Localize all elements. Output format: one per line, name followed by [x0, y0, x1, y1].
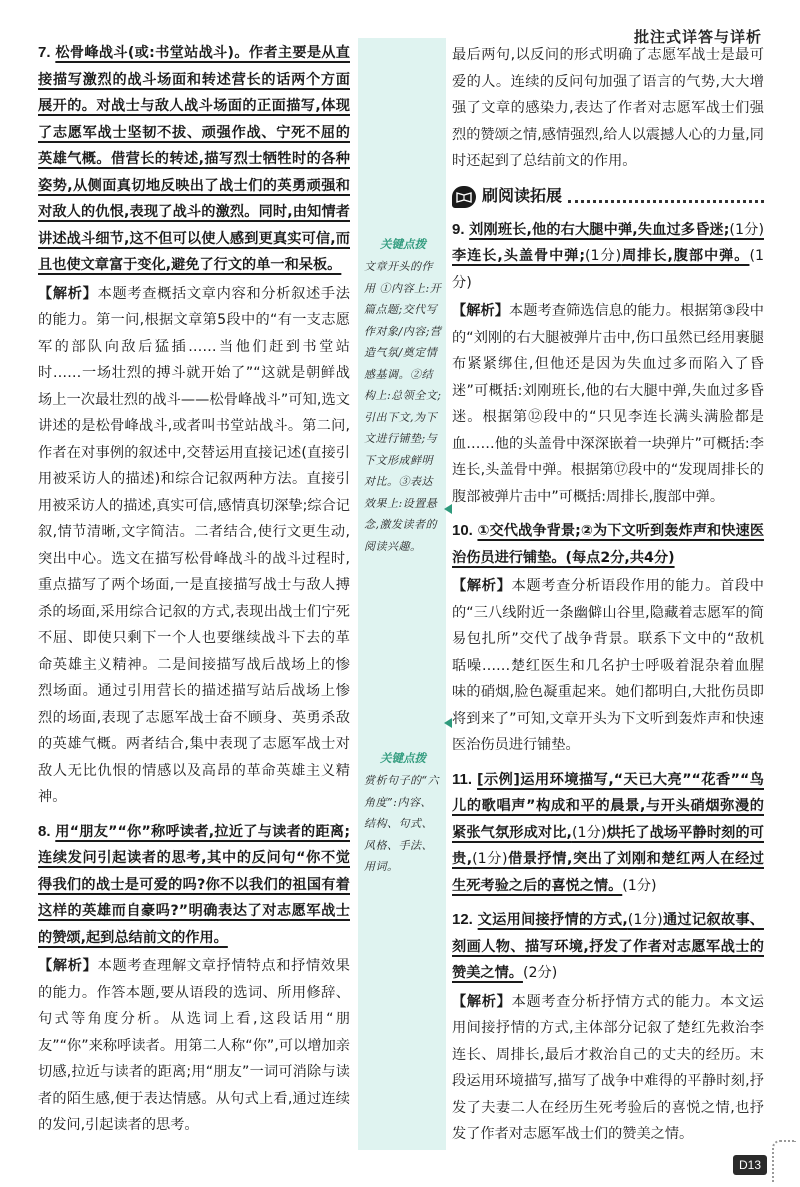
question-12 [452, 907, 764, 987]
question-number: 7. [38, 44, 51, 61]
side-note-title: 关键点拨 [380, 751, 426, 765]
answer-text: 刘刚班长,他的右大腿中弹,失血过多昏迷; [469, 221, 730, 238]
book-icon [452, 186, 476, 208]
section-header [452, 183, 764, 211]
answer-text: 文运用间接抒情的方式, [477, 912, 628, 928]
question-number: 9. [452, 220, 465, 238]
dotted-divider [568, 190, 764, 203]
answer-text: 烘托了战场平静时刻的可贵, [452, 824, 764, 867]
side-note-title: 关键点拨 [380, 237, 426, 251]
question-11 [452, 767, 764, 900]
side-note-text: 文章开头的作用 ①内容上:开篇点题;交代写作对象/内容;营造气氛/奠定情感基调。②结构上:总领全文;引出下文,为下文进行铺垫;与下文形成鲜明对比。③表达效果上:设置悬念,激发读者的阅读兴趣。 [364, 260, 442, 553]
answer-text: ①交代战争背景;②为下文听到轰炸声和快速医治伤员进行铺垫。 [452, 523, 765, 566]
analysis-tag: 【解析】 [452, 578, 512, 594]
analysis-text: 本题考查理解文章抒情特点和抒情效果的能力。作答本题,要从语段的选词、所用修辞、句式等角度分析。从选词上看,这段话用“朋友”“你”来称呼读者。用第二人称“你”,可以增加亲切感,拉近与读者的距离;用“朋友”一词可消除与读者的陌生感,便于表达情感。从句式上看,通过连续的发问,引起读者的思考。 [38, 958, 350, 1133]
right-column [452, 40, 764, 1156]
score: (每点2分,共4分) [565, 549, 675, 566]
question-number: 8. [38, 822, 51, 840]
analysis-8 [38, 953, 350, 1139]
analysis-tag: 【解析】 [452, 993, 512, 1010]
analysis-tag: 【解析】 [38, 285, 98, 302]
question-8 [38, 819, 350, 952]
analysis-10 [452, 573, 764, 759]
pointer-arrow-icon [444, 504, 452, 514]
side-note-1 [364, 236, 442, 557]
answer-text: 松骨峰战斗(或:书堂站战斗)。作者主要是从直接描写激烈的战斗场面和转述营长的话两个方面展开的。对战士与敌人战斗场面的正面描写,体现了志愿军战士坚韧不拔、顽强作战、宁死不屈的英雄气概。借营长的转述,描写烈士牺牲时的各种姿势,从侧面真切地反映出了战士们的英勇顽强和对敌人的仇恨,表现了战斗的激烈。同时,由知情者讲述战斗细节,这不但可以使人感到更真实可信,而且也使文章富于变化,避免了行文的单一和呆板。 [38, 45, 350, 273]
corner-decoration [772, 1140, 796, 1182]
score: (1分) [452, 248, 764, 291]
score: (1分) [585, 248, 622, 264]
question-number: 12. [452, 911, 473, 928]
side-note-text: 赏析句子的“六角度”:内容、结构、句式、风格、手法、用词。 [364, 774, 440, 873]
analysis-text: 本题考查筛选信息的能力。根据第③段中的“刘刚的右大腿被弹片击中,伤口虽然已经用裹腿布紧紧绑住,但他还是因为失血过多而陷入了昏迷”可概括:刘刚班长,他的右大腿中弹,失血过多昏迷。根据第⑫段中的“只见李连长满头满脸都是血……他的头盖骨中深深嵌着一块弹片”可概括:李连长,头盖骨中弹。根据第⑰段中的“发现周排长的腹部被弹片击中”可概括:周排长,腹部中弹。 [452, 303, 764, 505]
question-number: 10. [452, 522, 473, 539]
answer-text: 周排长,腹部中弹。 [621, 248, 750, 264]
question-7 [38, 40, 350, 279]
analysis-text: 本题考查概括文章内容和分析叙述手法的能力。第一问,根据文章第5段中的“有一支志愿军的部队向敌后猛插……当他们赶到书堂站时……一场壮烈的搏斗就开始了”“这就是朝鲜战场上一次最壮烈的战斗——松骨峰战斗”可知,选文讲述的是松骨峰战斗,或者叫书堂站战斗。第二问,作者在对事例的叙述中,交替运用直接记述(直接引用被采访人的描述)和综合记叙两种方法。直接引用被采访人的描述,真实可信,感情真切深挚;综合记叙,情节清晰,文字简洁。二者结合,使行文更生动,突出中心。选文在描写松骨峰战斗的战斗过程时,重点描写了两个场面,一是直接描写战士与敌人搏杀的场面,采用综合记叙的方式,表现出战士们宁死不屈、即使只剩下一个人也要继续战斗下去的革命英雄主义精神。二是间接描写战后战场上的惨烈场面。通过引用营长的描述描写站后战场上惨烈的场面,表现了志愿军战士奋不顾身、英勇杀敌的英雄气概。两者结合,集中表现了志愿军战士对敌人无比仇恨的情感以及高昂的革命英雄主义精神。 [38, 285, 350, 805]
left-column [38, 40, 350, 1147]
question-10 [452, 518, 764, 571]
answer-text: 通过记叙故事、刻画人物、描写环境,抒发了作者对志愿军战士的赞美之情。 [452, 912, 764, 981]
answer-text: 李连长,头盖骨中弹; [452, 248, 585, 264]
analysis-text: 本题考查分析语段作用的能力。首段中的“三八线附近一条幽僻山谷里,隐藏着志愿军的简易包扎所”交代了战争背景。联系下文中的“敌机聒噪……楚红医生和几名护士呼吸着混杂着血腥味的硝烟,脸色凝重起来。她们都明白,大批伤员即将到来了”可知,文章开头为下文听到轰炸声和快速医治伤员进行铺垫。 [452, 578, 764, 753]
side-note-2 [364, 750, 442, 878]
question-9 [452, 217, 764, 297]
analysis-text: 本题考查分析抒情方式的能力。本文运用间接抒情的方式,主体部分记叙了楚红先救治李连长、周排长,最后才救治自己的丈夫的经历。末段运用环境描写,描写了战争中难得的平静时刻,抒发了夫妻二人在经历生死考验后的喜悦之情,也抒发了作者对志愿军战士们的赞美之情。 [452, 993, 764, 1142]
analysis-tag: 【解析】 [452, 303, 510, 319]
side-notes-column [358, 38, 446, 1150]
analysis-12 [452, 989, 764, 1148]
score: (1分) [729, 221, 764, 238]
score: (1分) [627, 912, 663, 928]
page-number: D13 [733, 1155, 767, 1175]
page-header-title: 批注式详答与详析 [633, 28, 762, 46]
analysis-9 [452, 298, 764, 510]
score: (2分) [522, 965, 558, 981]
score: (1分) [622, 877, 657, 894]
score: (1分) [571, 824, 607, 841]
answer-text: [示例]运用环境描写,“天已大亮”“花香”“鸟儿的歌唱声”构成和平的晨景,与开头硝烟弥漫的紧张气氛形成对比, [452, 771, 764, 841]
section-title: 刷阅读拓展 [482, 186, 563, 206]
analysis-8-continued: 最后两句,以反问的形式明确了志愿军战士是最可爱的人。连续的反问句加强了语言的气势,大大增强了文章的感染力,表达了作者对志愿军战士们强烈的赞颂之情,感情强烈,给人以震撼人心的力量,同时还起到了总结前文的作用。 [452, 47, 764, 169]
analysis-7 [38, 281, 350, 811]
score: (1分) [472, 851, 508, 867]
answer-text: 借景抒情,突出了刘刚和楚红两人在经过生死考验之后的喜悦之情。 [452, 851, 764, 894]
answer-text: 用“朋友”“你”称呼读者,拉近了与读者的距离;连续发问引起读者的思考,其中的反问句“你不觉得我们的战士是可爱的吗?你不以我们的祖国有着这样的英雄而自豪吗?”明确表达了对志愿军战士的赞颂,起到总结前文的作用。 [38, 823, 350, 946]
question-number: 11. [452, 770, 473, 788]
analysis-tag: 【解析】 [38, 958, 98, 974]
pointer-arrow-icon [444, 718, 452, 728]
